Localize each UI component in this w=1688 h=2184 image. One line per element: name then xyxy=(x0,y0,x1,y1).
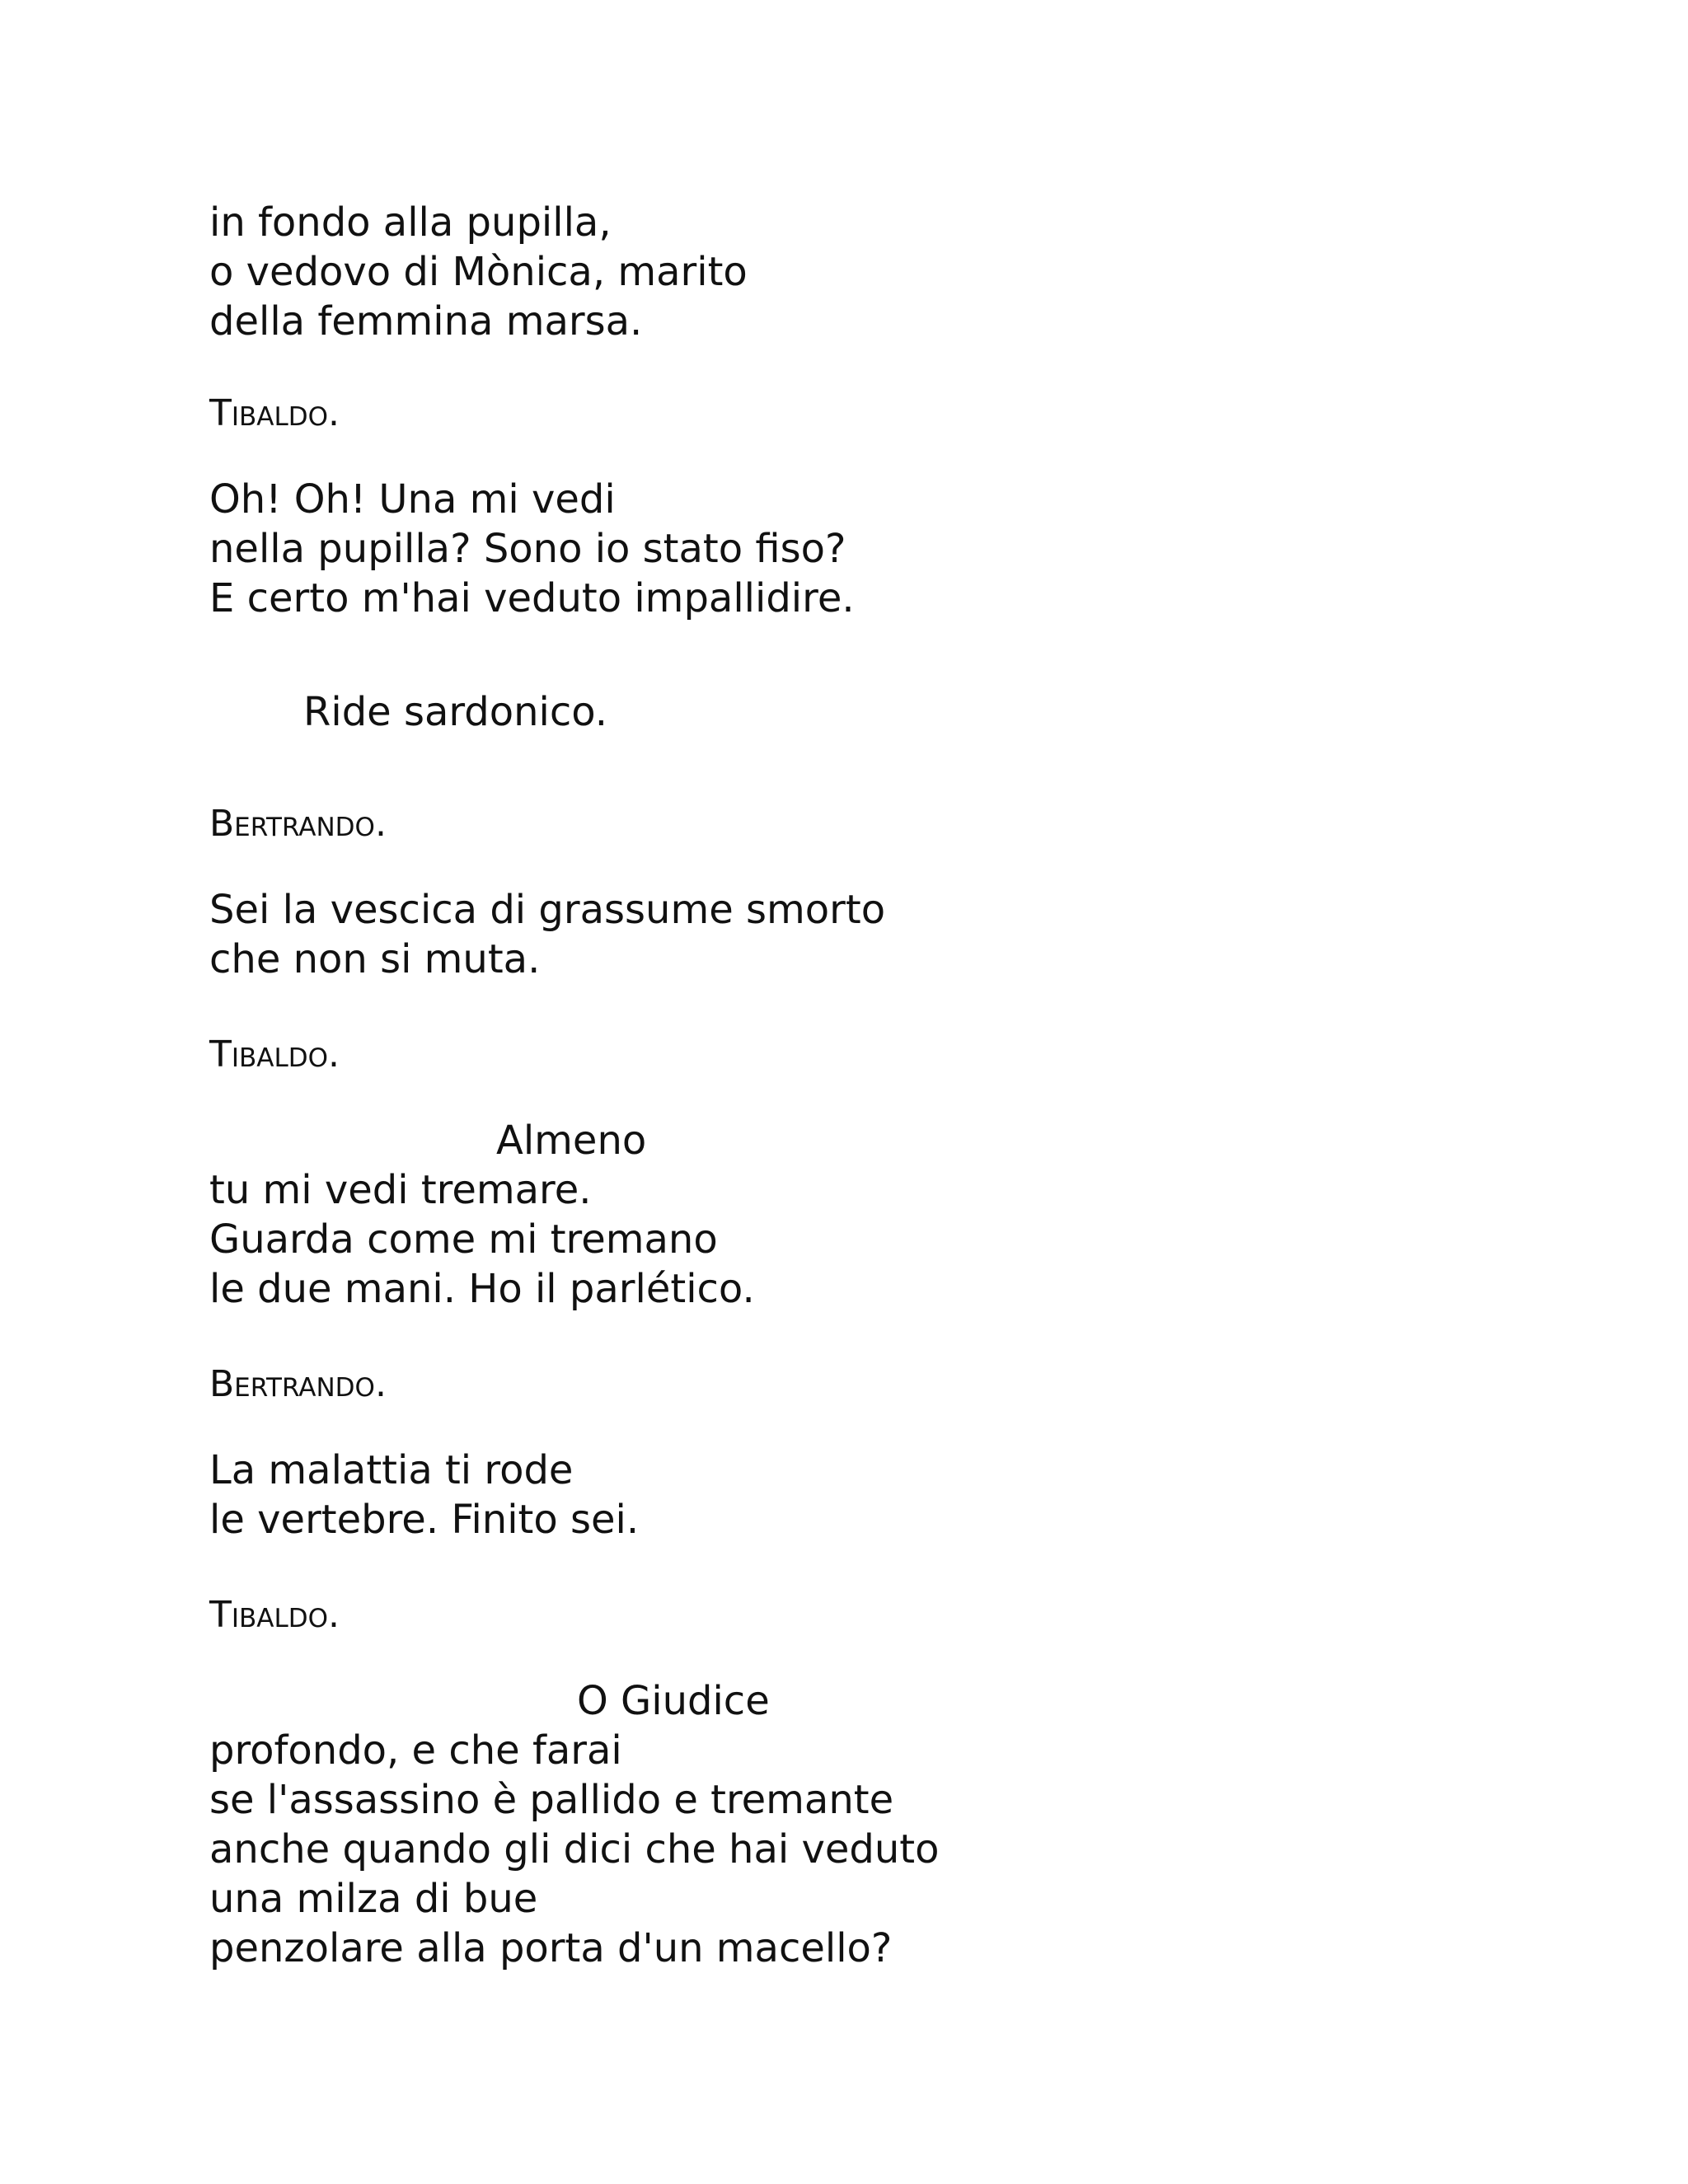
verse-line: Oh! Oh! Una mi vedi xyxy=(209,476,616,523)
verse-block xyxy=(209,885,885,984)
speaker-name: Tibaldo. xyxy=(209,1594,340,1636)
verse-line: in fondo alla pupilla, xyxy=(209,199,612,246)
verse-block xyxy=(209,1676,940,1973)
verse-line: se l'assassino è pallido e tremante xyxy=(209,1777,894,1823)
verse-line: Guarda come mi tremano xyxy=(209,1216,718,1263)
verse-line: La malattia ti rode xyxy=(209,1447,574,1493)
verse-line: una milza di bue xyxy=(209,1876,538,1922)
verse-block xyxy=(209,1446,639,1544)
verse-line: Almeno xyxy=(496,1118,647,1164)
speaker-name: Tibaldo. xyxy=(209,1033,340,1076)
verse-line: della femmina marsa. xyxy=(209,298,643,344)
verse-line: profondo, e che farai xyxy=(209,1727,622,1774)
verse-block xyxy=(209,1116,755,1314)
verse-line: E certo m'hai veduto impallidire. xyxy=(209,575,855,621)
verse-block xyxy=(209,475,855,623)
verse-line: o vedovo di Mònica, marito xyxy=(209,249,748,295)
verse-line: che non si muta. xyxy=(209,936,541,982)
verse-line: le vertebre. Finito sei. xyxy=(209,1497,640,1543)
speaker-name: Bertrando. xyxy=(209,803,387,845)
speaker-name: Tibaldo. xyxy=(209,392,340,434)
verse-line: penzolare alla porta d'un macello? xyxy=(209,1925,893,1971)
verse-line: le due mani. Ho il parlético. xyxy=(209,1266,755,1312)
speaker-name: Bertrando. xyxy=(209,1363,387,1405)
stage-direction: Ride sardonico. xyxy=(303,689,608,735)
verse-block xyxy=(209,198,748,346)
verse-line: anche quando gli dici che hai veduto xyxy=(209,1826,940,1872)
verse-line: O Giudice xyxy=(577,1678,770,1724)
verse-line: nella pupilla? Sono io stato fiso? xyxy=(209,526,846,572)
verse-line: tu mi vedi tremare. xyxy=(209,1167,592,1213)
verse-line: Sei la vescica di grassume smorto xyxy=(209,887,886,933)
